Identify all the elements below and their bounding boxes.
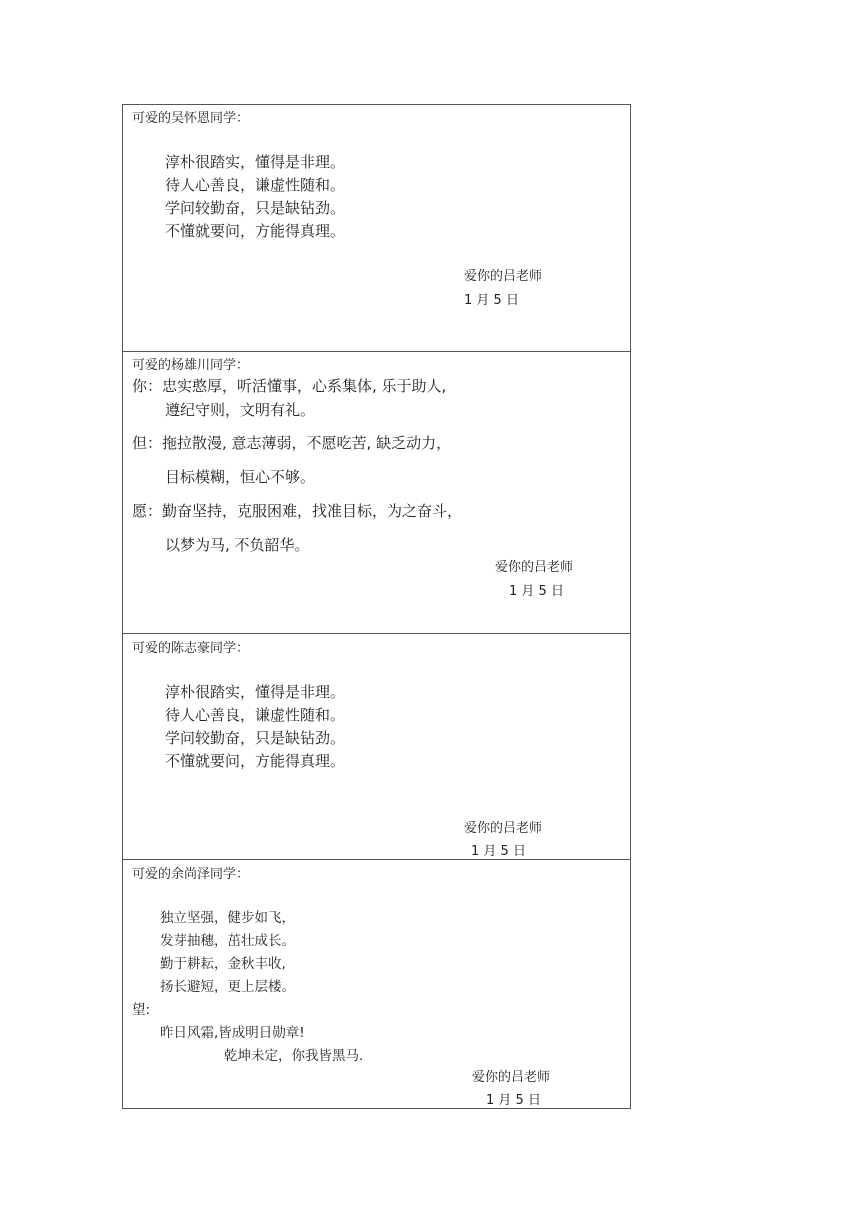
card-date: 1 月 5 日: [471, 844, 526, 859]
card-line: 待人心善良，谦虚性随和。: [165, 706, 346, 724]
card-line: 不懂就要问，方能得真理。: [165, 222, 346, 240]
card-line: 发芽抽穗，茁壮成长。: [160, 933, 295, 949]
card-line: 目标模糊，恒心不够。: [165, 468, 316, 486]
card-line: 不懂就要问，方能得真理。: [165, 752, 346, 770]
comment-card-4: [122, 859, 631, 1109]
comment-card-1: [122, 104, 631, 352]
card-greeting: 可爱的陈志豪同学：: [132, 641, 250, 656]
card-date: 1 月 5 日: [464, 293, 519, 308]
card-line: 你：忠实憨厚，听活懂事，心系集体, 乐于助人,: [132, 377, 447, 395]
card-greeting: 可爱的吴怀恩同学：: [132, 111, 250, 126]
card-signature: 爱你的吕老师: [464, 821, 543, 836]
comment-card-2: [122, 351, 631, 634]
comment-card-3: [122, 633, 631, 860]
card-date: 1 月 5 日: [486, 1093, 541, 1108]
card-date: 1 月 5 日: [509, 584, 564, 599]
card-line: 以梦为马, 不负韶华。: [165, 536, 310, 554]
card-line: 待人心善良，谦虚性随和。: [165, 176, 346, 194]
card-signature: 爱你的吕老师: [472, 1070, 551, 1085]
card-greeting: 可爱的杨雄川同学：: [132, 358, 250, 373]
card-line: 淳朴很踏实，懂得是非理。: [165, 683, 346, 701]
card-line: 扬长避短，更上层楼。: [160, 979, 295, 995]
card-line: 愿：勤奋坚持，克服困难，找准目标，为之奋斗，: [132, 502, 463, 520]
card-line: 但：拖拉散漫, 意志薄弱，不愿吃苦, 缺乏动力，: [132, 434, 452, 452]
card-line: 淳朴很踏实，懂得是非理。: [165, 153, 346, 171]
card-line: 乾坤未定，你我皆黑马.: [224, 1048, 364, 1064]
card-line: 勤于耕耘，金秋丰收,: [160, 956, 286, 972]
card-line: 学问较勤奋，只是缺钻劲。: [165, 729, 346, 747]
card-signature: 爱你的吕老师: [464, 269, 543, 284]
card-line: 遵纪守则，文明有礼。: [165, 401, 316, 419]
card-greeting: 可爱的余尚泽同学：: [132, 867, 250, 882]
card-line: 望:: [132, 1002, 151, 1018]
card-line: 独立坚强，健步如飞，: [160, 910, 295, 926]
card-line: 学问较勤奋，只是缺钻劲。: [165, 199, 346, 217]
card-signature: 爱你的吕老师: [495, 560, 574, 575]
card-line: 昨日风霜,皆成明日勋章!: [160, 1025, 305, 1041]
